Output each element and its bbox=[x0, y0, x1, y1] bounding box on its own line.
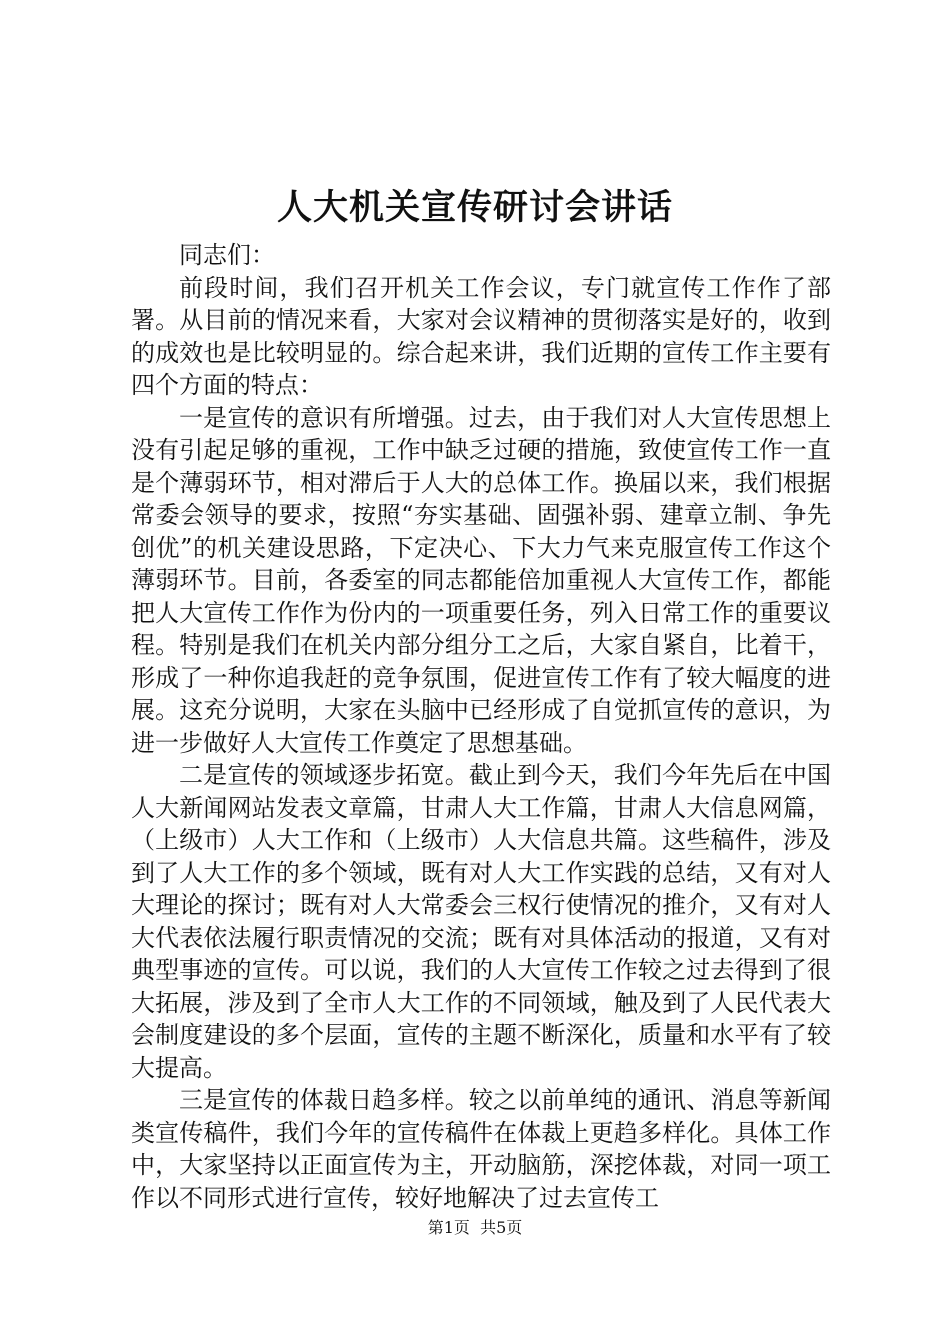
document-body bbox=[131, 239, 831, 1214]
paragraph-intro: 前段时间，我们召开机关工作会议，专门就宣传工作作了部署。从目前的情况来看，大家对会议精神的贯彻落实是好的，收到的成效也是比较明显的。综合起来讲，我们近期的宣传工作主要有四个方面的特点： bbox=[131, 273, 831, 399]
document-title: 人大机关宣传研讨会讲话 bbox=[276, 187, 673, 228]
salutation: 同志们： bbox=[179, 241, 275, 269]
paragraph-point-three: 三是宣传的体裁日趋多样。较之以前单纯的通讯、消息等新闻类宣传稿件，我们今年的宣传稿件在体裁上更趋多样化。具体工作中，大家坚持以正面宣传为主，开动脑筋，深挖体裁，对同一项工作以不同形式进行宣传，较好地解决了过去宣传工 bbox=[131, 1086, 831, 1212]
page-footer bbox=[0, 1217, 950, 1239]
page-number: 第1页 bbox=[427, 1218, 470, 1237]
paragraph-point-one: 一是宣传的意识有所增强。过去，由于我们对人大宣传思想上没有引起足够的重视，工作中缺乏过硬的措施，致使宣传工作一直是个薄弱环节，相对滞后于人大的总体工作。换届以来，我们根据常委会领导的要求，按照“夯实基础、固强补弱、建章立制、争先创优”的机关建设思路，下定决心、下大力气来克服宣传工作这个薄弱环节。目前，各委室的同志都能倍加重视人大宣传工作，都能把人大宣传工作作为份内的一项重要任务，列入日常工作的重要议程。特别是我们在机关内部分组分工之后，大家自紧自，比着干，形成了一种你追我赶的竞争氛围，促进宣传工作有了较大幅度的进展。这充分说明，大家在头脑中已经形成了自觉抓宣传的意识，为进一步做好人大宣传工作奠定了思想基础。 bbox=[131, 403, 831, 757]
page-total: 共5页 bbox=[480, 1218, 523, 1237]
paragraph-point-two: 二是宣传的领域逐步拓宽。截止到今天，我们今年先后在中国人大新闻网站发表文章篇，甘肃人大工作篇，甘肃人大信息网篇，（上级市）人大工作和（上级市）人大信息共篇。这些稿件，涉及到了人大工作的多个领域，既有对人大工作实践的总结，又有对人大理论的探讨；既有对人大常委会三权行使情况的推介，又有对人大代表依法履行职责情况的交流；既有对具体活动的报道，又有对典型事迹的宣传。可以说，我们的人大宣传工作较之过去得到了很大拓展，涉及到了全市人大工作的不同领域，触及到了人民代表大会制度建设的多个层面，宣传的主题不断深化，质量和水平有了较大提高。 bbox=[131, 761, 831, 1082]
